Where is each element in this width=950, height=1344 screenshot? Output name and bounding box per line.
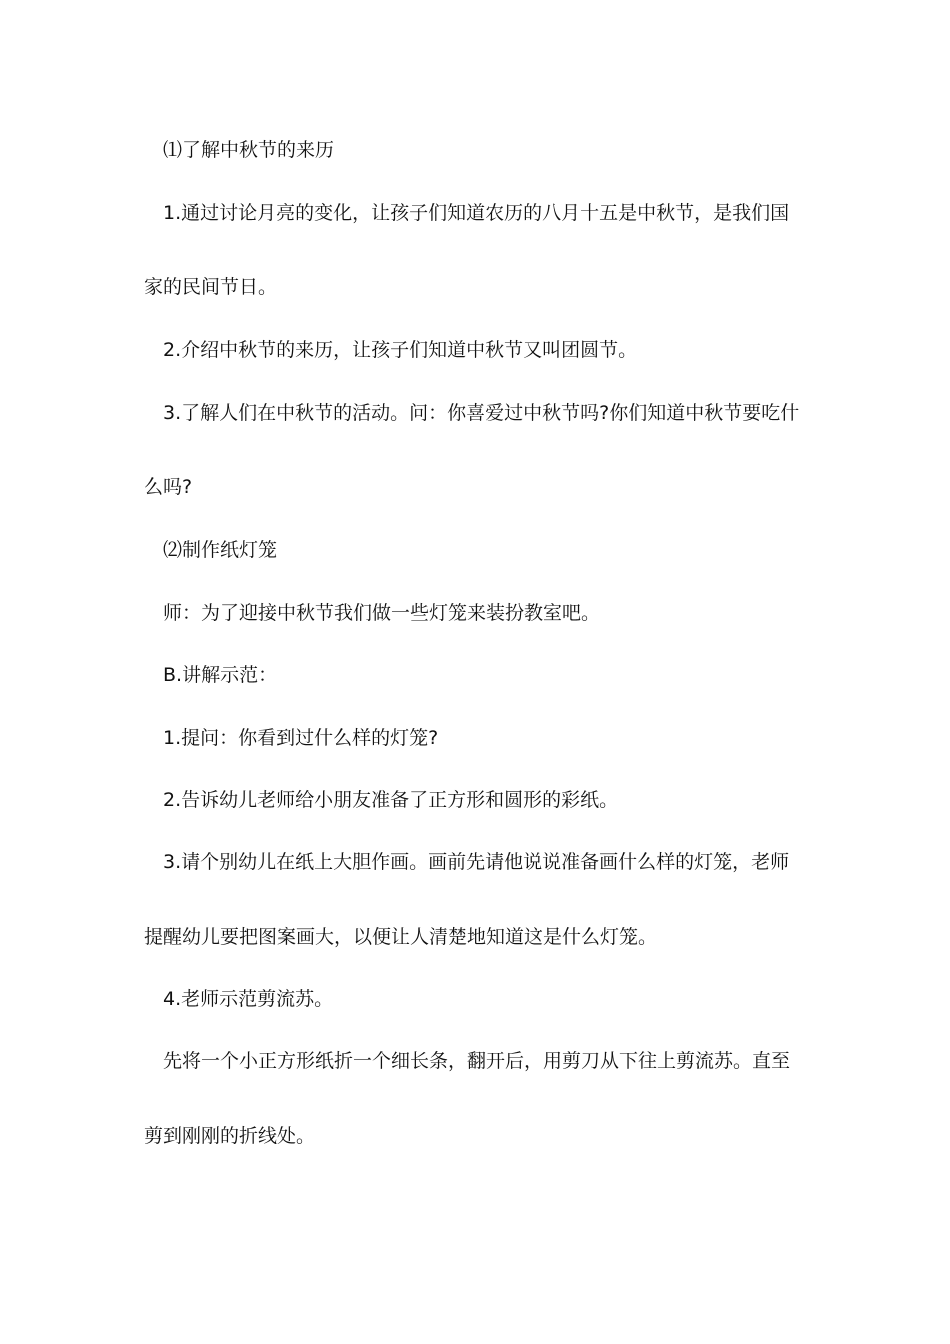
paragraph-line: 2.介绍中秋节的来历，让孩子们知道中秋节又叫团圆节。 — [163, 339, 638, 361]
section-heading-1: ⑴了解中秋节的来历 — [163, 139, 335, 161]
paragraph-line: 提醒幼儿要把图案画大，以便让人清楚地知道这是什么灯笼。 — [144, 926, 658, 948]
paragraph-line: 2.告诉幼儿老师给小朋友准备了正方形和圆形的彩纸。 — [163, 789, 619, 811]
paragraph-line: 3.了解人们在中秋节的活动。问：你喜爱过中秋节吗?你们知道中秋节要吃什 — [163, 402, 800, 424]
section-heading-2: ⑵制作纸灯笼 — [163, 539, 278, 561]
paragraph-line: 1.提问：你看到过什么样的灯笼? — [163, 727, 439, 749]
paragraph-line: 师：为了迎接中秋节我们做一些灯笼来装扮教室吧。 — [163, 602, 601, 624]
paragraph-line: 家的民间节日。 — [144, 276, 278, 298]
paragraph-line: 1.通过讨论月亮的变化，让孩子们知道农历的八月十五是中秋节，是我们国 — [163, 202, 790, 224]
paragraph-line: 么吗? — [144, 476, 193, 498]
paragraph-line: 先将一个小正方形纸折一个细长条，翻开后，用剪刀从下往上剪流苏。直至 — [163, 1050, 791, 1072]
subheading: B.讲解示范： — [163, 664, 278, 686]
paragraph-line: 4.老师示范剪流苏。 — [163, 988, 334, 1010]
paragraph-line: 剪到刚刚的折线处。 — [144, 1125, 316, 1147]
paragraph-line: 3.请个别幼儿在纸上大胆作画。画前先请他说说准备画什么样的灯笼，老师 — [163, 851, 790, 873]
